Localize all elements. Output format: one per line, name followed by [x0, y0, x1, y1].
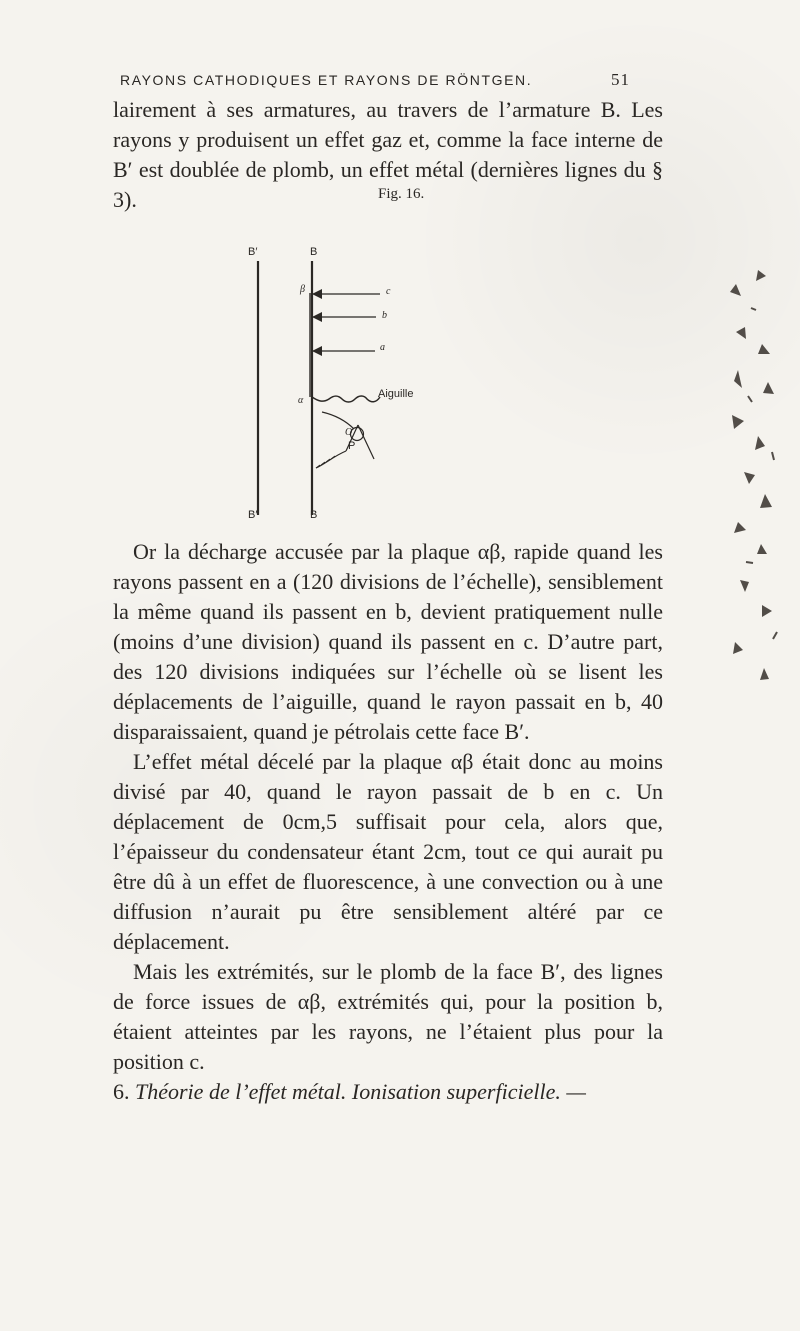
figure-label-b-bottom: B — [310, 509, 318, 521]
figure-label-c: c — [386, 286, 391, 297]
header-title: RAYONS CATHODIQUES ET RAYONS DE RÖNTGEN. — [120, 72, 533, 88]
figure-16 — [200, 205, 560, 535]
body-paragraph-2: L’effet métal décelé par la plaque αβ était donc au moins divisé par 40, quand le rayon passait de b en c. Un déplacement de 0cm,5 suffisait pour cela, alors que, l’épaisseur du condensateur étant 2cm, tout ce qui aurait pu être dû à un effet de fluorescence, à une convection ou à une diffusion n’aurait pu être sensiblement altéré par ce déplacement. — [113, 749, 663, 954]
main-text-block — [113, 537, 663, 1107]
body-paragraph-1: Or la décharge accusée par la plaque αβ, rapide quand les rayons passent en a (120 divisions de l’échelle), sensiblement la même quand ils passent en b, devient pratiquement nulle (moins d’une division) quand ils passent en c. D’autre part, des 120 divisions indiquées sur l’échelle où se lisent les déplacements de l’aiguille, quand le rayon passait en b, 40 disparaissaient, quand je pétrolais cette face B′. — [113, 539, 663, 744]
body-paragraph-3: Mais les extrémités, sur le plomb de la face B′, des lignes de force issues de αβ, extrémités qui, pour la position b, étaient atteintes par les rayons, ne l’étaient plus pour la position c. — [113, 959, 663, 1074]
figure-label-b-top: B — [310, 246, 318, 258]
section-heading — [113, 1077, 663, 1107]
figure-label-o: O — [345, 427, 353, 438]
figure-caption: Fig. 16. — [378, 186, 425, 202]
opening-paragraph: lairement à ses armatures, au travers de l’armature B. Les rayons y produisent un effet gaz et, comme la face interne de B′ est doublée de plomb, un effet métal (dernières lignes du § 3). — [113, 97, 663, 212]
figure-label-p: P — [348, 440, 356, 452]
page-number: 51 — [611, 70, 630, 89]
figure-label-beta: β — [300, 284, 305, 295]
figure-label-a: a — [380, 342, 385, 353]
figure-label-b-prime-top: B′ — [248, 246, 258, 258]
margin-artifacts — [720, 250, 790, 750]
running-header — [120, 70, 630, 90]
figure-label-b-prime-bottom: B′ — [248, 509, 258, 521]
section-title: Théorie de l’effet métal. Ionisation superficielle. — — [135, 1079, 586, 1104]
figure-label-b-small: b — [382, 310, 387, 321]
section-number: 6. — [113, 1079, 130, 1104]
figure-label-aiguille: Aiguille — [378, 388, 414, 400]
figure-label-alpha: α — [298, 395, 304, 406]
